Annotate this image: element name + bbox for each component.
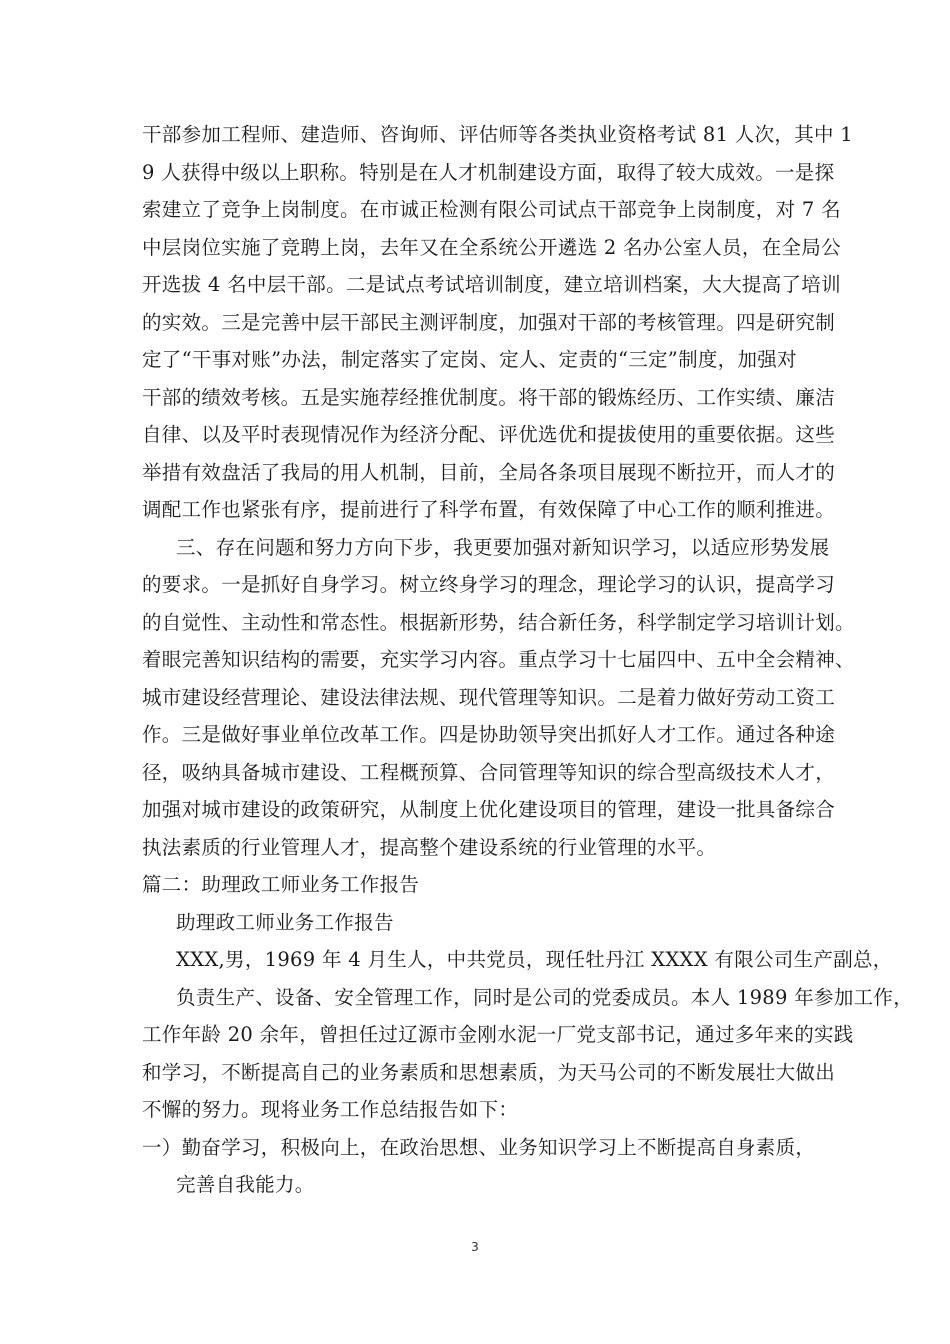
page-number: 3 [471,1240,479,1254]
body-text-line: 中层岗位实施了竞聘上岗，去年又在全系统公开遴选 2 名办公室人员，在全局公 [142,236,841,259]
body-text-line: 完善自我能力。 [176,1173,315,1196]
body-text-line: 径，吸纳具备城市建设、工程概预算、合同管理等知识的综合型高级技术人才， [142,761,836,784]
body-text-line: 定了“干事对账”办法，制定落实了定岗、定人、定责的“三定”制度，加强对 [142,348,797,371]
body-text-line: 开选拔 4 名中层干部。二是试点考试培训制度，建立培训档案，大大提高了培训 [142,273,841,296]
body-text-line: 工作年龄 20 余年，曾担任过辽源市金刚水泥一厂党支部书记，通过多年来的实践 [142,1023,854,1046]
body-text-line: 不懈的努力。现将业务工作总结报告如下： [142,1098,519,1121]
body-text-line: 着眼完善知识结构的需要，充实学习内容。重点学习十七届四中、五中全会精神、 [142,648,855,671]
article-heading: 助理政工师业务工作报告 [176,911,394,934]
body-text-line: 举措有效盘活了我局的用人机制，目前，全局各条项目展现不断拉开，而人才的 [142,461,836,484]
body-text-line: 调配工作也紧张有序，提前进行了科学布置，有效保障了中心工作的顺利推进。 [142,498,836,521]
body-text-line: 加强对城市建设的政策研究，从制度上优化建设项目的管理，建设一批具备综合 [142,798,836,821]
body-text-line: 9 人获得中级以上职称。特别是在人才机制建设方面，取得了较大成效。一是探 [142,161,835,184]
article-title: XXX,男，1969 年 4 月生人，中共党员，现任牡丹江 XXXX 有限公司生产副总， [176,948,893,971]
body-text-line: 索建立了竞争上岗制度。在市诚正检测有限公司试点干部竞争上岗制度，对 7 名 [142,198,841,221]
body-text-line: 的要求。一是抓好自身学习。树立终身学习的理念，理论学习的认识，提高学习 [142,573,836,596]
body-text-line: 的自觉性、主动性和常态性。根据新形势，结合新任务，科学制定学习培训计划。 [142,611,855,634]
body-text-line: 城市建设经营理论、建设法律法规、现代管理等知识。二是着力做好劳动工资工 [142,686,836,709]
body-text-line: 的实效。三是完善中层干部民主测评制度，加强对干部的考核管理。四是研究制 [142,311,836,334]
body-text-line: 执法素质的行业管理人才，提高整个建设系统的行业管理的水平。 [142,836,717,859]
body-text-line: 作。三是做好事业单位改革工作。四是协助领导突出抓好人才工作。通过各种途 [142,723,836,746]
body-text-line: 干部的绩效考核。五是实施荐经推优制度。将干部的锻炼经历、工作实绩、廉洁 [142,386,836,409]
body-text-line: 篇二：助理政工师业务工作报告 [142,873,420,896]
body-text-line: 一）勤奋学习，积极向上，在政治思想、业务知识学习上不断提高自身素质， [142,1136,816,1159]
body-text-line: 自律、以及平时表现情况作为经济分配、评优选优和提拔使用的重要依据。这些 [142,423,836,446]
section-heading-line: 三、存在问题和努力方向下步，我更要加强对新知识学习，以适应形势发展 [176,536,830,559]
body-text-line: 负责生产、设备、安全管理工作，同时是公司的党委成员。本人 1989 年参加工作， [176,986,914,1009]
body-text-line: 干部参加工程师、建造师、咨询师、评估师等各类执业资格考试 81 人次，其中 1 [142,123,854,146]
body-text-line: 和学习，不断提高自己的业务素质和思想素质，为天马公司的不断发展壮大做出 [142,1061,836,1084]
